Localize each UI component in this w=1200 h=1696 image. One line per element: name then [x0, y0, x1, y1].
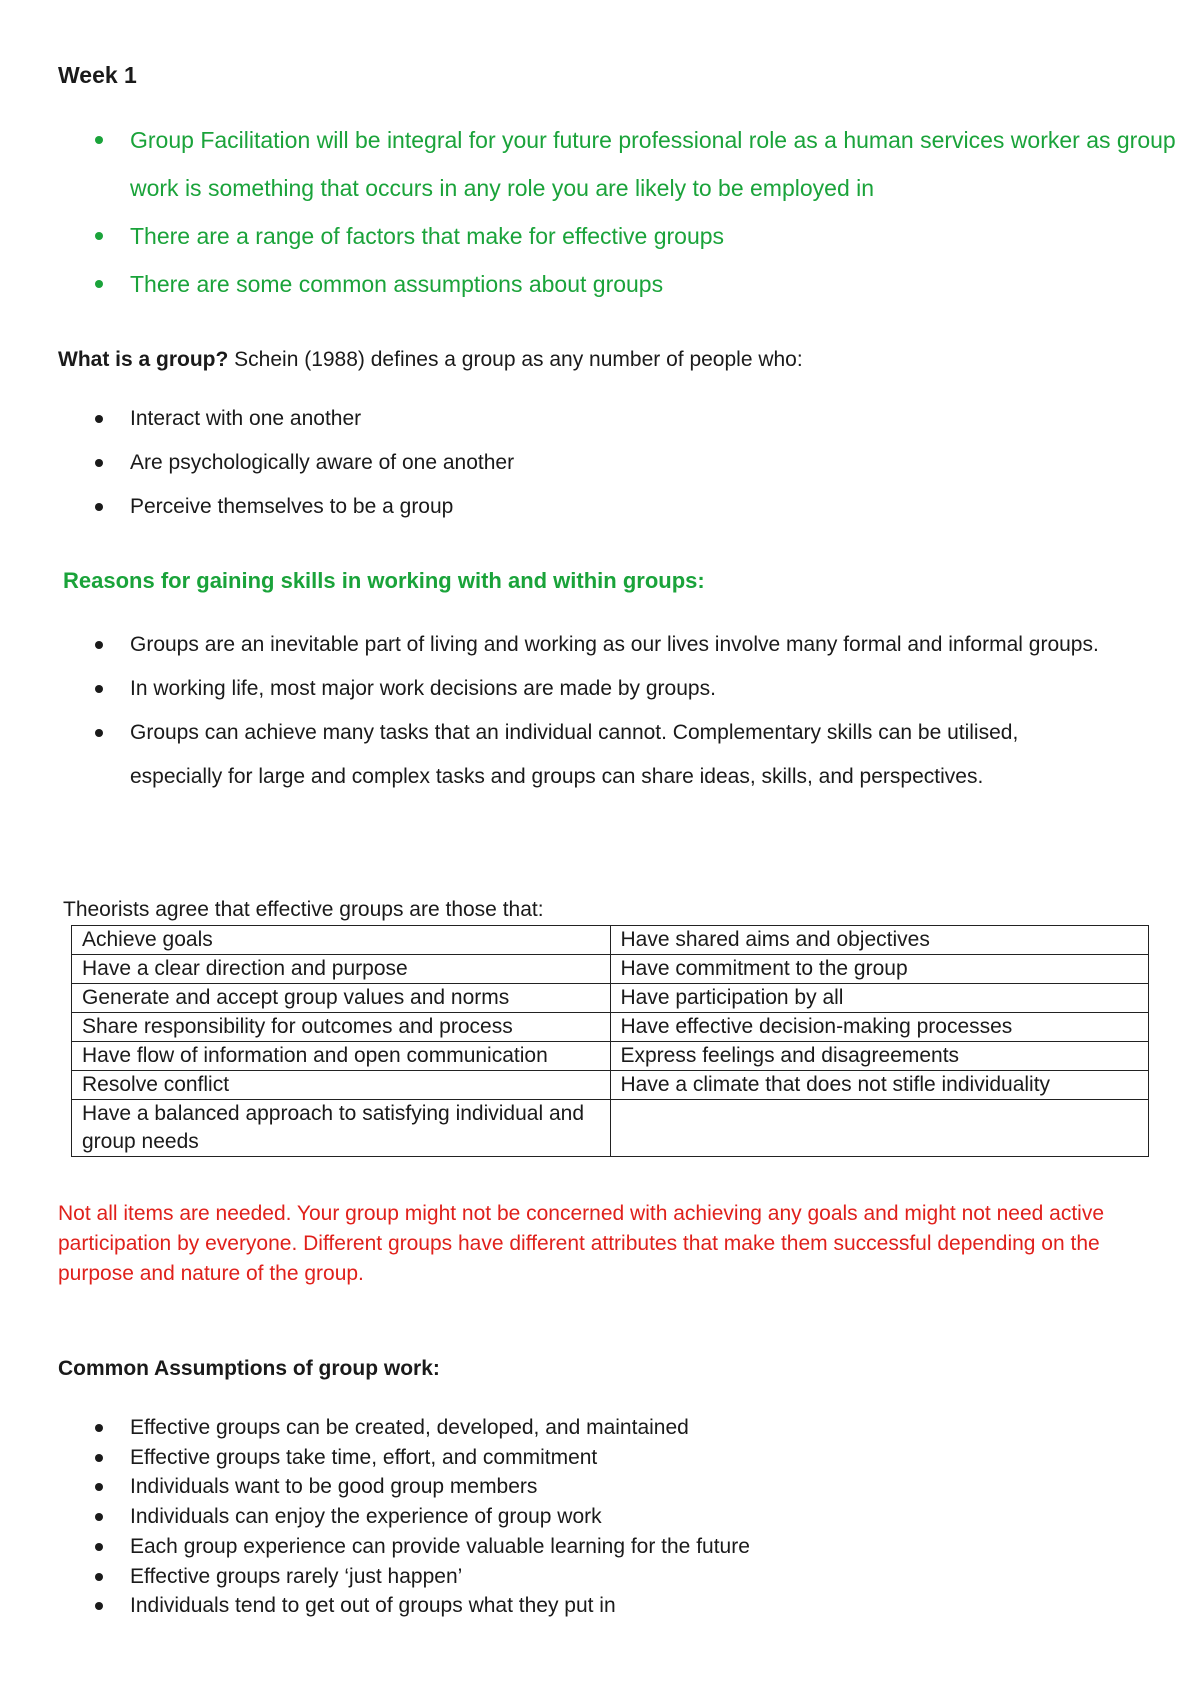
- bullet-icon: [95, 1483, 103, 1491]
- table-row: [72, 1013, 1149, 1042]
- bullet-icon: [95, 232, 103, 240]
- table-cell: Have participation by all: [610, 984, 1149, 1013]
- intro-list: [58, 116, 1178, 308]
- table-cell: Express feelings and disagreements: [610, 1042, 1149, 1071]
- table-cell: Have flow of information and open communication: [72, 1042, 611, 1071]
- table-row: [72, 1071, 1149, 1100]
- group-definition-text: Schein (1988) defines a group as any number of people who:: [228, 348, 803, 371]
- table-cell: [610, 1100, 1149, 1157]
- list-item: Interact with one another: [58, 397, 1158, 441]
- list-item: Effective groups rarely ‘just happen’: [58, 1562, 1158, 1592]
- table-row: [72, 1042, 1149, 1071]
- bullet-icon: [95, 1513, 103, 1521]
- list-item: Are psychologically aware of one another: [58, 441, 1158, 485]
- note-text: Not all items are needed. Your group might not be concerned with achieving any goals and might not need active participation by everyone. Different groups have different attributes that make them successful depending on the purpose and nature of the group.: [58, 1202, 1105, 1285]
- group-definition: [58, 345, 803, 375]
- reasons-list: [58, 623, 1108, 799]
- table-cell: Have commitment to the group: [610, 955, 1149, 984]
- list-item: Groups can achieve many tasks that an individual cannot. Complementary skills can be utilised, especially for large and complex tasks and groups can share ideas, skills, and perspectives.: [58, 711, 1108, 799]
- table-cell: Have a balanced approach to satisfying individual and group needs: [72, 1100, 611, 1157]
- list-item: Groups are an inevitable part of living and working as our lives involve many formal and informal groups.: [58, 623, 1108, 667]
- table-row: [72, 955, 1149, 984]
- list-item: Effective groups can be created, developed, and maintained: [58, 1413, 1158, 1443]
- table-caption: Theorists agree that effective groups are those that:: [63, 898, 544, 921]
- table-cell: Have a climate that does not stifle individuality: [610, 1071, 1149, 1100]
- bullet-icon: [95, 1543, 103, 1551]
- bullet-icon: [95, 685, 103, 693]
- bullet-icon: [95, 1454, 103, 1462]
- bullet-icon: [95, 136, 103, 144]
- group-traits-list: [58, 397, 1158, 529]
- table-cell: Have effective decision-making processes: [610, 1013, 1149, 1042]
- table-cell: Resolve conflict: [72, 1071, 611, 1100]
- table-row: [72, 926, 1149, 955]
- table-cell: Achieve goals: [72, 926, 611, 955]
- list-item: Perceive themselves to be a group: [58, 485, 1158, 529]
- table-cell: Share responsibility for outcomes and process: [72, 1013, 611, 1042]
- assumptions-list: [58, 1413, 1158, 1621]
- bullet-icon: [95, 415, 103, 423]
- assumptions-heading: Common Assumptions of group work:: [58, 1357, 440, 1380]
- table-cell: Have shared aims and objectives: [610, 926, 1149, 955]
- list-item: Effective groups take time, effort, and commitment: [58, 1443, 1158, 1473]
- list-item: Group Facilitation will be integral for your future professional role as a human services worker as group work is something that occurs in any role you are likely to be employed in: [58, 116, 1178, 212]
- bullet-icon: [95, 459, 103, 467]
- bullet-icon: [95, 729, 103, 737]
- list-item: In working life, most major work decisions are made by groups.: [58, 667, 1108, 711]
- reasons-heading: Reasons for gaining skills in working with and within groups:: [63, 568, 705, 593]
- group-definition-bold: What is a group?: [58, 348, 229, 371]
- table-cell: Generate and accept group values and norms: [72, 984, 611, 1013]
- effective-groups-table: [71, 925, 1149, 1157]
- bullet-icon: [95, 1602, 103, 1610]
- list-item: Individuals tend to get out of groups what they put in: [58, 1591, 1158, 1621]
- bullet-icon: [95, 1573, 103, 1581]
- table-row: [72, 984, 1149, 1013]
- table-row: [72, 1100, 1149, 1157]
- bullet-icon: [95, 641, 103, 649]
- list-item: Individuals want to be good group members: [58, 1472, 1158, 1502]
- page-title: Week 1: [58, 62, 137, 88]
- bullet-icon: [95, 1424, 103, 1432]
- list-item: There are a range of factors that make for effective groups: [58, 212, 1178, 260]
- list-item: Each group experience can provide valuable learning for the future: [58, 1532, 1158, 1562]
- bullet-icon: [95, 503, 103, 511]
- list-item: Individuals can enjoy the experience of group work: [58, 1502, 1158, 1532]
- list-item: There are some common assumptions about groups: [58, 260, 1178, 308]
- table-cell: Have a clear direction and purpose: [72, 955, 611, 984]
- bullet-icon: [95, 280, 103, 288]
